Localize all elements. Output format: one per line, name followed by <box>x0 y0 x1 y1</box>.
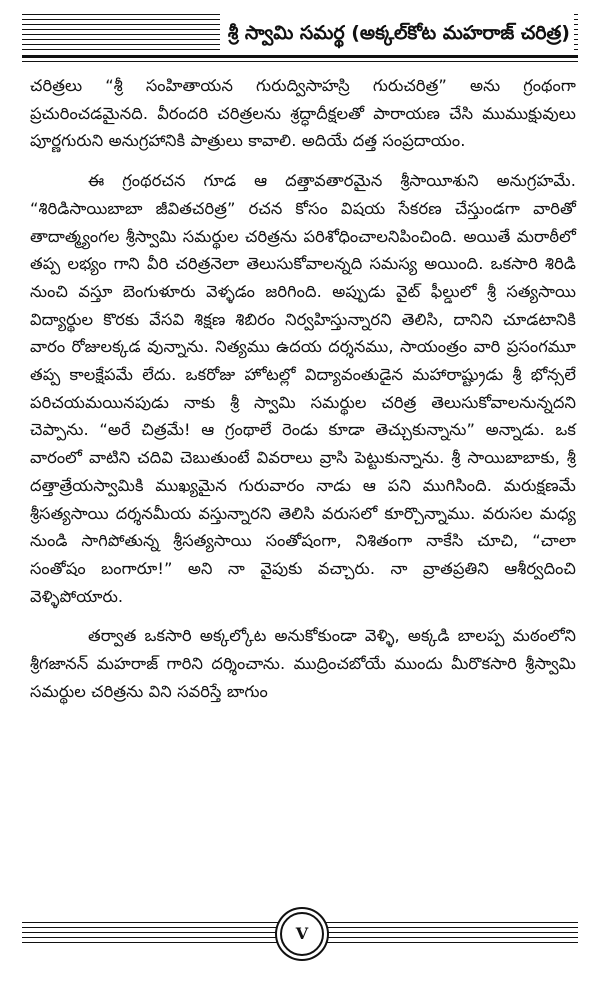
running-header-title: శ్రీ స్వామి సమర్థ (అక్కల్‌కోట మహరాజ్ చరిత్ర) <box>220 14 574 52</box>
running-header <box>22 10 578 65</box>
paragraph: చరిత్రలు “శ్రీ సంహితాయన గురుద్విసాహస్రి గురుచరిత్ర” అను గ్రంథంగా ప్రచురించడమైనది. వీరందరి చరిత్రలను శ్రద్ధాదీక్షలతో పారాయణ చేసి ముముక్షువులు పూర్ణగురుని అనుగ్రహానికి పాత్రులు కావాలి. అదియే దత్త సంప్రదాయం. <box>30 76 576 151</box>
page-number: V <box>280 912 324 956</box>
paragraph: ఈ గ్రంథరచన గూడ ఆ దత్తావతారమైన శ్రీసాయీశుని అనుగ్రహమే. “శిరిడిసాయిబాబా జీవితచరిత్ర” రచన కోసం విషయ సేకరణ చేస్తుండగా వారితో తాదాత్మ్యంగల శ్రీస్వామి సమర్థుల చరిత్రను పరిశోధించాలనిపించింది. అయితే మరాఠీలో తప్ప లభ్యం గాని వీరి చరిత్రనెలా తెలుసుకోవాలన్నది సమస్య అయింది. ఒకసారి శిరిడి నుంచి వస్తూ బెంగుళూరు వెళ్ళడం జరిగింది. అప్పుడు వైట్ ఫీల్డులో శ్రీ సత్యసాయి విద్యార్థుల కొరకు వేసవి శిక్షణ శిబిరం నిర్వహిస్తున్నారని తెలిసి, దానిని చూడటానికి వారం రోజులక్కడ వున్నాను. నిత్యము ఉదయ దర్శనము, సాయంత్రం వారి ప్రసంగమూ తప్ప కాలక్షేపమే లేదు. ఒకరోజు హోటల్లో విద్యావంతుడైన మహారాష్ట్రుడు శ్రీ భోన్సలే పరిచయమయినపుడు నాకు శ్రీ స్వామి సమర్థుల చరిత్ర తెలుసుకోవాలనున్నదని చెప్పాను. “అరే చిత్రమే! ఆ గ్రంథాలే రెండు కూడా తెచ్చుకున్నాను” అన్నాడు. ఒక వారంలో వాటిని చదివి చెబుతుంటే వివరాలు వ్రాసి పెట్టుకున్నాను. శ్రీ సాయిబాబాకు, శ్రీ దత్తాత్రేయస్వామికి ముఖ్యమైన గురువారం నాడు ఆ పని ముగిసింది. మరుక్షణమే శ్రీసత్యసాయి దర్శనమీయ వస్తున్నారని తెలిసి వరుసలో కూర్చొన్నాము. వరుసల మధ్య నుండి సాగిపోతున్న శ్రీసత్యసాయి సంతోషంగా, నిశితంగా నాకేసి చూచి, “చాలా సంతోషం బంగారూ!” అని నా వైపుకు వచ్చారు. నా వ్రాతప్రతిని ఆశీర్వదించి వెళ్ళిపోయారు. <box>30 171 576 606</box>
paragraph: తర్వాత ఒకసారి అక్కల్కోట అనుకోకుండా వెళ్ళి, అక్కడి బాలప్ప మఠంలోని శ్రీగజానన్ మహరాజ్ గారిని దర్శించాను. ముద్రించబోయే ముందు మీరొకసారి శ్రీస్వామి సమర్థుల చరిత్రను విని సవరిస్తే బాగుం <box>30 626 576 701</box>
body-text <box>30 72 576 705</box>
header-bottom-rule <box>22 61 578 62</box>
header-bottom-rule <box>22 55 578 58</box>
page-footer <box>22 912 578 956</box>
